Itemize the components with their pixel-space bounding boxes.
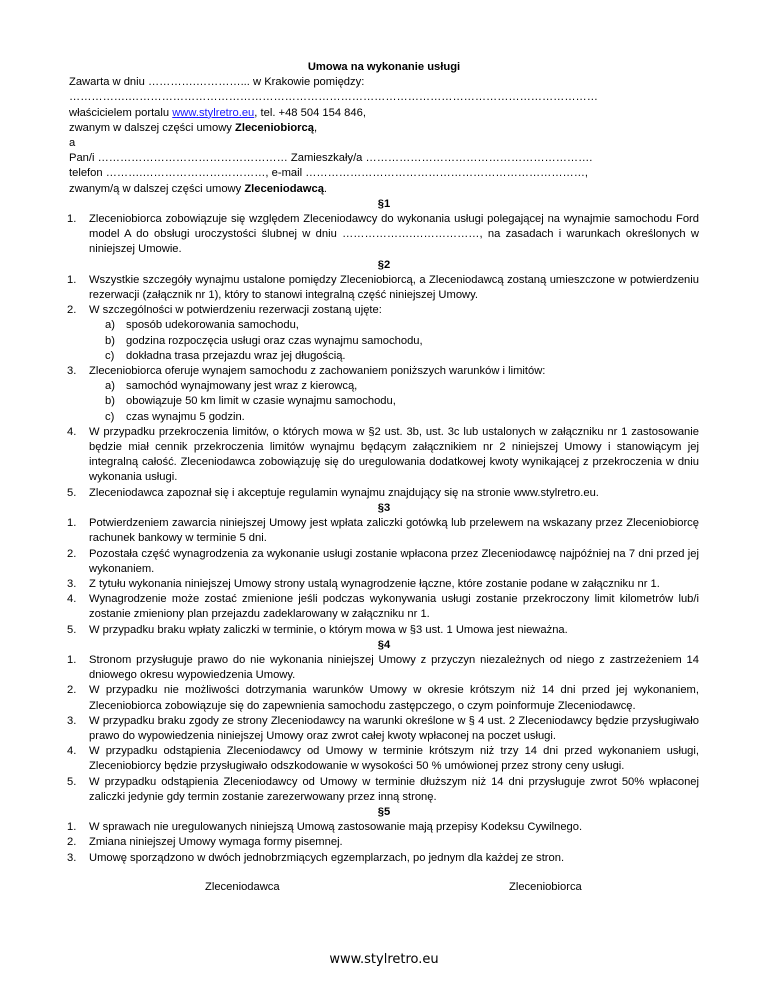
intro-client-name-line: Pan/i …………………………………………… Zamieszkały/a ……………………………………………………. (69, 152, 593, 165)
owner-suffix: , tel. +48 504 154 846, (254, 106, 366, 119)
list-item (69, 486, 699, 501)
item-text: Umowę sporządzono w dwóch jednobrzmiących egzemplarzach, po jednym dla każdej ze stron. (89, 851, 565, 864)
item-number: 5. (67, 486, 77, 499)
item-text: W przypadku braku wpłaty zaliczki w terminie, o którym mowa w §3 ust. 1 Umowa jest nieważna. (89, 623, 568, 636)
intro-blank-line: …………….……………………………………………………………………………………………………………… (69, 91, 598, 104)
item-text: Z tytułu wykonania niniejszej Umowy strony ustalą wynagrodzenie łączne, które zostanie podane w załączniku nr 1. (89, 577, 660, 590)
section-heading-2: §2 (377, 258, 391, 271)
intro-client-contact-line: telefon ……….……………………………, e-mail …………………………………………………………………, (69, 167, 589, 180)
section-1-list (69, 212, 699, 258)
sub-item-letter: c) (105, 349, 115, 362)
intro-date-suffix: w Krakowie pomiędzy: (249, 76, 365, 89)
item-text: W przypadku przekroczenia limitów, o których mowa w §2 ust. 3b, ust. 3c lub ustalonych w załączniku nr 1 zastosowanie będzie miał cennik przekroczenia limitów wynajmu będącym załącznikiem nr 2 niniejszej Umowy i stanowiącym jej integralną całość. Zleceniodawca zobowiązuję się do uregulowania dodatkowej kwoty wynikającej z przekroczenia w dniu wykonania usługi. (89, 425, 699, 484)
intro-owner-line (69, 106, 699, 121)
sub-list (89, 379, 699, 425)
sub-item-text: godzina rozpoczęcia usługi oraz czas wynajmu samochodu, (126, 334, 423, 347)
sub-item-letter: b) (105, 395, 115, 408)
item-text: W sprawach nie uregulowanych niniejszą Umową zastosowanie mają przepisy Kodeksu Cywilnego. (89, 821, 583, 834)
signature-contractor-label: Zleceniobiorca (509, 880, 582, 893)
item-text: W przypadku braku zgody ze strony Zleceniodawcy na warunki określone w § 4 ust. 2 Zleceniodawcy będzie przysługiwało prawo do wypowiedzenia niniejszej Umowy oraz zwrot całej kwoty wpłaconej na poczet usługi. (89, 714, 699, 742)
item-number: 5. (67, 775, 77, 788)
item-number: 3. (67, 365, 77, 378)
list-item (69, 425, 699, 486)
list-item (69, 577, 699, 592)
section-3-list (69, 516, 699, 638)
sub-list-item (89, 394, 699, 409)
called-name-contractor: Zleceniobiorcą (235, 121, 314, 134)
item-text: W przypadku nie możliwości dotrzymania warunków Umowy w okresie krótszym niż 14 dni przed jej wykonaniem, Zleceniobiorca zobowiązuje się do zapewnienia samochodu zastępczego, o czym poinformuje Zleceniodawcę. (89, 684, 699, 712)
item-number: 3. (67, 714, 77, 727)
sub-item-letter: c) (105, 410, 115, 423)
sub-item-text: czas wynajmu 5 godzin. (126, 410, 245, 423)
called2-suffix: . (323, 182, 328, 195)
intro-called2-line (69, 182, 699, 197)
sub-item-letter: b) (105, 334, 115, 347)
item-text: Pozostała część wynagrodzenia za wykonanie usługi zostanie wpłacona przez Zleceniodawcę najpóźniej na 7 dni przed jej wykonaniem. (89, 547, 699, 575)
section-heading-5: §5 (377, 805, 391, 818)
sub-item-letter: a) (105, 380, 115, 393)
list-item (69, 592, 699, 622)
item-text: Zleceniodawca zapoznał się i akceptuje regulamin wynajmu znajdujący się na stronie www.stylretro.eu. (89, 486, 599, 499)
list-item (69, 303, 699, 364)
sub-item-text: obowiązuje 50 km limit w czasie wynajmu samochodu, (126, 395, 396, 408)
list-item (69, 623, 699, 638)
list-item (69, 364, 699, 425)
list-item (69, 714, 699, 744)
called-suffix: , (313, 121, 318, 134)
item-text: Stronom przysługuje prawo do nie wykonania niniejszej Umowy z przyczyn niezależnych od niego z zastrzeżeniem 14 dniowego okresu wypowiedzenia Umowy. (89, 653, 699, 682)
called-prefix: zwanym w dalszej części umowy (69, 121, 235, 134)
list-item (69, 744, 699, 774)
intro-date-dots: ………….…………... (147, 76, 250, 89)
list-item (69, 212, 699, 258)
item-text: Wszystkie szczegóły wynajmu ustalone pomiędzy Zleceniobiorcą, a Zleceniodawcą zostaną umieszczone w potwierdzeniu rezerwacji (załącznik nr 1), który to stanowi integralną część niniejszej Umowy. (89, 273, 699, 302)
contract-document (69, 60, 699, 898)
item-text: Zleceniobiorca oferuje wynajem samochodu z zachowaniem poniższych warunków i limitów: (89, 365, 546, 378)
section-5-list (69, 820, 699, 866)
item-number: 1. (67, 653, 77, 666)
list-item (69, 683, 699, 713)
item-number: 1. (67, 273, 77, 286)
sub-list-item (89, 334, 699, 349)
sub-item-letter: a) (105, 319, 115, 332)
section-2-list (69, 273, 699, 501)
item-number: 3. (67, 851, 77, 864)
item-number: 2. (67, 684, 77, 697)
intro-date-line (69, 75, 699, 90)
section-heading-1: §1 (377, 197, 391, 210)
page-footer-website: www.stylretro.eu (329, 952, 439, 967)
intro-date-prefix: Zawarta w dniu (69, 76, 148, 89)
item-number: 4. (67, 425, 77, 438)
section-4-list (69, 653, 699, 805)
document-title: Umowa na wykonanie usługi (307, 61, 461, 73)
item-number: 4. (67, 593, 77, 606)
item-number: 5. (67, 623, 77, 636)
item-number: 2. (67, 547, 77, 560)
item-text: W przypadku odstąpienia Zleceniodawcy od Umowy w terminie dłuższym niż 14 dni przysługuje zwrot 50% wpłaconej zaliczki jedynie gdy termin zostanie zarezerwowany przez inną stronę. (89, 775, 699, 803)
item-number: 2. (67, 836, 77, 849)
owner-prefix: właścicielem portalu (69, 106, 173, 119)
item-number: 2. (67, 304, 77, 317)
sub-list-item (89, 379, 699, 394)
list-item (69, 547, 699, 577)
sub-list-item (89, 410, 699, 425)
sub-list-item (89, 349, 699, 364)
item-text: Potwierdzeniem zawarcia niniejszej Umowy jest wpłata zaliczki gotówką lub przelewem na wskazany przez Zleceniobiorcę rachunek bankowy w terminie 5 dni. (89, 517, 699, 545)
item-number: 4. (67, 745, 77, 758)
signature-row (69, 880, 699, 898)
item-text: W przypadku odstąpienia Zleceniodawcy od Umowy w terminie krótszym niż trzy 14 dni przed wykonaniem usługi, Zleceniobiorcy będzie przysługiwało odszkodowanie w wysokości 50 % umówionej przez strony ceny usługi. (89, 745, 699, 773)
sub-list (89, 318, 699, 364)
item-number: 1. (67, 517, 77, 530)
called2-prefix: zwanym/ą w dalszej części umowy (69, 182, 245, 195)
signature-client-label: Zleceniodawca (205, 880, 280, 893)
item-number: 1. (67, 821, 77, 834)
item-text: Zmiana niniejszej Umowy wymaga formy pisemnej. (89, 836, 343, 849)
list-item (69, 820, 699, 835)
intro-called-line (69, 121, 699, 136)
item-number: 1. (67, 213, 77, 226)
sub-item-text: sposób udekorowania samochodu, (126, 319, 299, 332)
sub-item-text: dokładna trasa przejazdu wraz jej długością. (126, 349, 346, 362)
sub-item-text: samochód wynajmowany jest wraz z kierowcą, (126, 380, 358, 393)
list-item (69, 516, 699, 546)
section-heading-4: §4 (377, 638, 391, 651)
list-item (69, 851, 699, 866)
item-text: Zleceniobiorca zobowiązuje się względem Zleceniodawcy do wykonania usługi polegającej na wynajmie samochodu Ford model A do obsługi uroczystości ślubnej w dniu ……………….………………, na zasadach i warunkach określonych w niniejszej Umowie. (89, 213, 699, 256)
owner-website-link[interactable]: www.stylretro.eu (172, 106, 255, 119)
sub-list-item (89, 318, 699, 333)
called-name-client: Zleceniodawcą (244, 182, 324, 195)
list-item (69, 273, 699, 303)
item-text: Wynagrodzenie może zostać zmienione jeśli podczas wykonywania usługi zostanie przekroczony limit kilometrów lub/i zostanie zmieniony plan przejazdu zadeklarowany w załączniku nr 1. (89, 593, 699, 621)
list-item (69, 653, 699, 683)
list-item (69, 835, 699, 850)
section-heading-3: §3 (377, 501, 391, 514)
intro-and: a (69, 137, 76, 150)
item-text: W szczególności w potwierdzeniu rezerwacji zostaną ujęte: (89, 304, 382, 317)
item-number: 3. (67, 577, 77, 590)
list-item (69, 775, 699, 805)
